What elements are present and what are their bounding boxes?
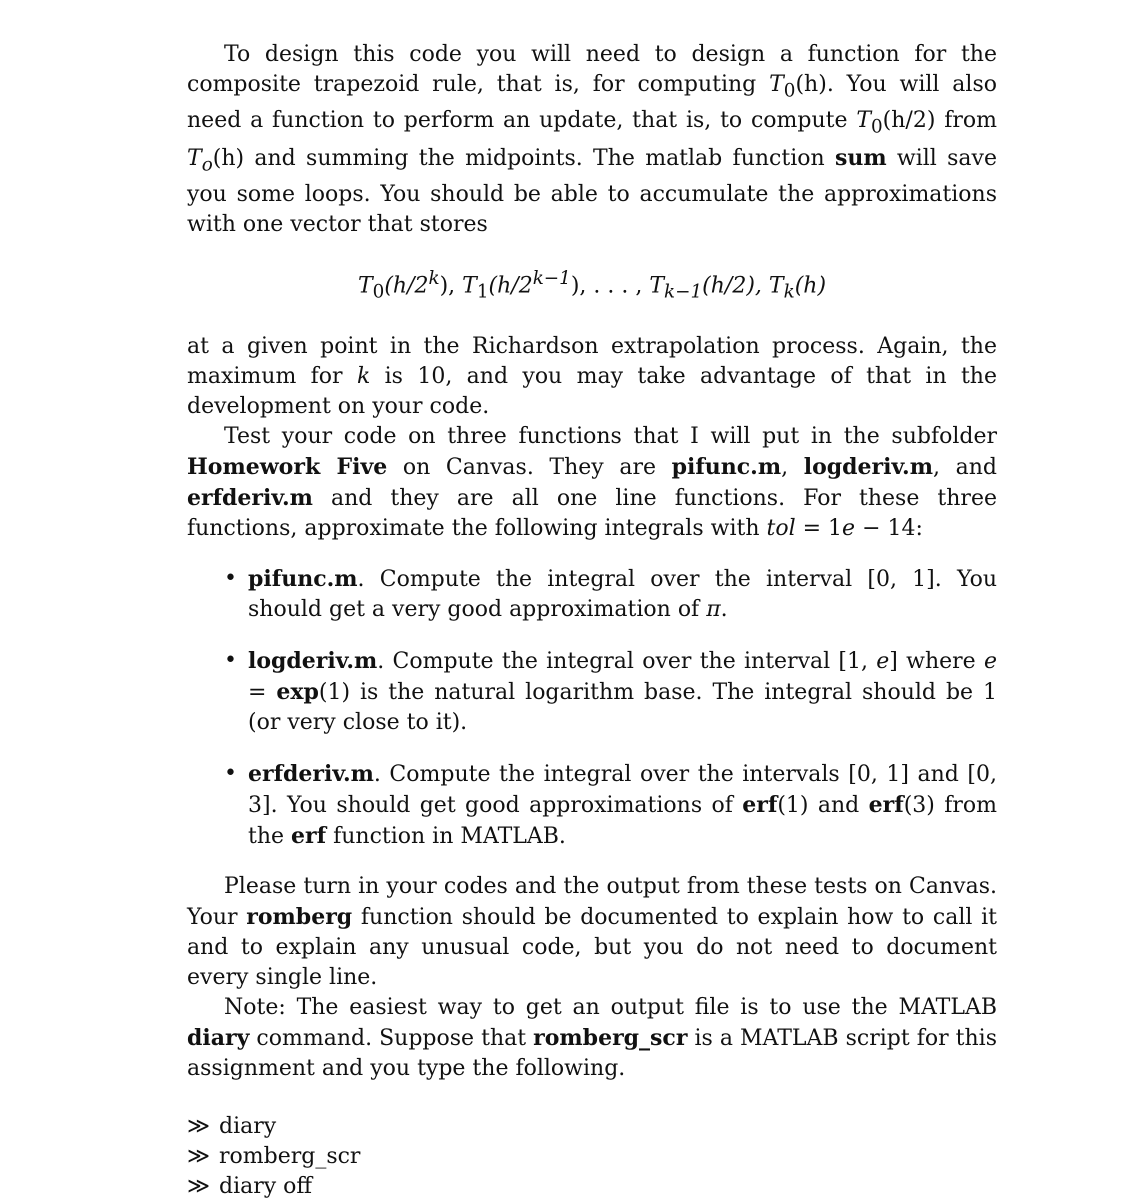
math: ), — [439, 273, 463, 299]
math-sub: k−1 — [664, 281, 703, 303]
bullet-list — [187, 564, 997, 852]
paragraph-test — [187, 422, 997, 544]
script-name: romberg_scr — [533, 1024, 688, 1051]
text: (1) and — [777, 792, 869, 818]
paragraph-intro — [187, 40, 997, 240]
math: e — [983, 648, 998, 674]
math: (h) — [794, 273, 827, 299]
function-name: erf — [291, 822, 327, 849]
math: (h) — [795, 72, 827, 97]
text: Note: The easiest way to get an output file is to use the MATLAB — [224, 994, 997, 1020]
command-line — [187, 1142, 997, 1172]
text: and they are all one line functions. For these three functions, approximate the following integrals with — [187, 485, 997, 541]
math: T — [187, 145, 202, 171]
text: Please turn in your codes and the output from these tests on Canvas. Your — [187, 873, 997, 930]
prompt-icon: ≫ — [187, 1113, 211, 1139]
prompt-icon: ≫ — [187, 1143, 211, 1169]
text: (3) from the — [248, 792, 998, 849]
text: from — [935, 108, 997, 134]
filename: pifunc.m — [671, 453, 782, 480]
math-sup: k−1 — [532, 268, 571, 290]
math: (h) — [212, 145, 245, 171]
paragraph-note — [187, 993, 997, 1084]
math-sup: k — [428, 268, 440, 290]
paragraph-richardson — [187, 332, 997, 422]
bullet-icon: • — [224, 647, 237, 673]
math: k — [356, 363, 371, 389]
text: Test your code on three functions that I will put in the subfolder — [224, 423, 997, 449]
filename: logderiv.m — [248, 647, 378, 674]
command-block — [187, 1112, 997, 1202]
math-sub: 0 — [783, 80, 796, 102]
text: , and — [932, 454, 997, 480]
text: . — [720, 596, 728, 622]
math: T — [649, 273, 665, 299]
text: . Compute the integral over the interval [1, — [377, 648, 877, 674]
text: (1) is the natural logarithm base. The integral should be 1 (or very close to it). — [248, 679, 997, 735]
math-sub: 1 — [476, 281, 489, 303]
function-name: romberg — [246, 903, 353, 930]
filename: erfderiv.m — [248, 760, 374, 787]
text: = — [248, 679, 277, 705]
function-name: erf — [742, 791, 778, 818]
math: (h/2) — [882, 108, 936, 134]
math-sub: 0 — [372, 281, 385, 303]
function-name: exp — [276, 678, 319, 705]
command-line — [187, 1172, 997, 1202]
text: at a given point in the Richardson extrapolation process. Again, the maximum for — [187, 333, 997, 389]
text: function in MATLAB. — [326, 823, 566, 849]
math: T — [768, 273, 784, 299]
list-item — [187, 646, 997, 738]
text: , — [781, 454, 804, 480]
folder-name: Homework Five — [187, 453, 388, 480]
text: is 10, and you may take advantage of that in the development on your code. — [187, 363, 997, 419]
text: . Compute the integral over the interval [0, 1]. You should get a very good approximation of — [248, 566, 997, 622]
paragraph-turn-in — [187, 872, 997, 993]
text: on Canvas. They are — [387, 454, 672, 480]
command-text: romberg_scr — [219, 1143, 361, 1169]
command-name: diary — [187, 1024, 250, 1051]
text: will save you some loops. You should be able to accumulate the approximations with one vector that stores — [187, 145, 997, 238]
command-line — [187, 1112, 997, 1142]
text: function should be documented to explain how to call it and to explain any unusual code, but you do not need to document every single line. — [187, 904, 997, 990]
math: e — [842, 515, 856, 541]
keyword-sum: sum — [834, 144, 887, 171]
filename: pifunc.m — [248, 565, 358, 592]
math: = 1 — [795, 515, 843, 541]
text: To design this code you will need to design a function for the composite trapezoid rule, that is, for computing — [187, 42, 997, 97]
text: . Compute the integral over the intervals [0, 1] and [0, 3]. You should get good approximations of — [248, 761, 997, 818]
math: (h/2), — [702, 273, 769, 299]
math-sub: 0 — [871, 116, 883, 138]
math: ), . . . , — [570, 273, 650, 299]
bullet-icon: • — [224, 565, 237, 591]
math: T — [856, 108, 871, 134]
math-sub: o — [201, 154, 213, 176]
command-text: diary off — [219, 1173, 313, 1199]
math-sub: k — [783, 281, 795, 303]
text: ] where — [889, 648, 984, 674]
list-item — [187, 564, 997, 625]
math: (h/2 — [488, 273, 533, 299]
prompt-icon: ≫ — [187, 1173, 211, 1199]
document-page — [187, 40, 997, 1202]
math: T — [769, 72, 784, 97]
bullet-icon: • — [224, 760, 237, 786]
math: π — [706, 596, 721, 622]
display-equation — [187, 264, 997, 308]
math: (h/2 — [384, 273, 429, 299]
text: . You will also need a function to perform an update, that is, to compute — [187, 72, 997, 134]
filename: erfderiv.m — [187, 484, 313, 511]
filename: logderiv.m — [803, 453, 933, 480]
text: and summing the midpoints. The matlab function — [244, 145, 835, 171]
math: T — [462, 273, 477, 299]
math: tol — [766, 515, 796, 541]
math: T — [357, 273, 373, 299]
text: command. Suppose that — [249, 1025, 534, 1051]
text: is a MATLAB script for this assignment and you type the following. — [187, 1025, 998, 1081]
math: e — [876, 648, 890, 674]
function-name: erf — [868, 791, 904, 818]
math: − 14: — [855, 515, 923, 541]
list-item — [187, 759, 997, 852]
command-text: diary — [219, 1113, 277, 1139]
